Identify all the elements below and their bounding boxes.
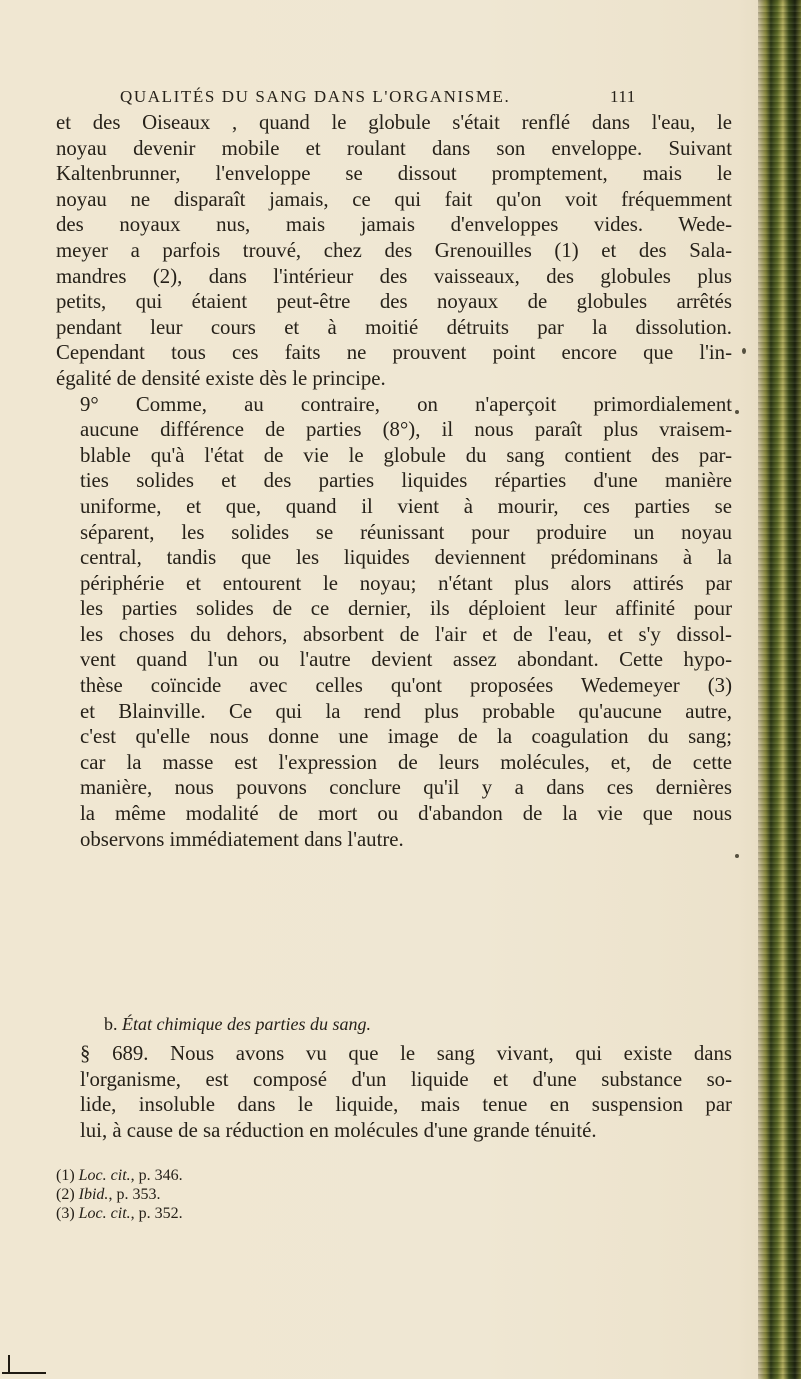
text-line: thèse coïncide avec celles qu'ont proposées Wedemeyer (3) xyxy=(80,674,732,698)
footnote-reference: Loc. cit. xyxy=(78,1167,131,1184)
text-line: c'est qu'elle nous donne une image de la coagulation du sang; xyxy=(80,725,732,749)
text-line: mandres (2), dans l'intérieur des vaisseaux, des globules plus xyxy=(56,264,732,288)
text-line: égalité de densité existe dès le principe. xyxy=(56,366,386,390)
footnote-reference: Loc. cit. xyxy=(78,1205,131,1223)
running-title: QUALITÉS DU SANG DANS L'ORGANISME. xyxy=(120,87,511,106)
text-line: 9° Comme, au contraire, on n'aperçoit primordialement xyxy=(80,392,732,416)
text-line: lui, à cause de sa réduction en molécules d'une grande ténuité. xyxy=(80,1118,597,1142)
text-line: noyau devenir mobile et roulant dans son enveloppe. Suivant xyxy=(56,136,732,160)
text-line: noyau ne disparaît jamais, ce qui fait qu'on voit fréquemment xyxy=(56,187,732,211)
text-line: central, tandis que les liquides deviennent prédominans à la xyxy=(80,546,732,570)
text-line: ties solides et des parties liquides réparties d'une manière xyxy=(80,469,732,493)
text-line: uniforme, et que, quand il vient à mourir, ces parties se xyxy=(80,494,732,518)
subheading-letter: b. xyxy=(104,1014,118,1034)
subheading-title: État chimique des parties du sang. xyxy=(122,1014,371,1034)
text-line: et Blainville. Ce qui la rend plus probable qu'aucune autre, xyxy=(80,699,732,723)
section-689 xyxy=(56,1041,732,1143)
text-line: les parties solides de ce dernier, ils déploient leur affinité pour xyxy=(80,597,732,621)
text-line: manière, nous pouvons conclure qu'il y a dans ces dernières xyxy=(80,776,732,800)
paragraph-section-689 xyxy=(56,1041,732,1143)
text-line: Kaltenbrunner, l'enveloppe se dissout promptement, mais le xyxy=(56,162,732,186)
page-number: 111 xyxy=(610,87,636,106)
footnote-page: , p. 352. xyxy=(130,1205,183,1223)
text-line: périphérie et entourent le noyau; n'étant plus alors attirés par xyxy=(80,571,732,595)
text-line: pendant leur cours et à moitié détruits par la dissolution. xyxy=(56,315,732,339)
footnote-page: , p. 353. xyxy=(108,1186,161,1204)
text-line: Cependant tous ces faits ne prouvent point encore que l'in- xyxy=(56,341,732,365)
text-line: aucune différence de parties (8°), il nous paraît plus vraisem- xyxy=(80,418,732,442)
text-line: petits, qui étaient peut-être des noyaux de globules arrêtés xyxy=(56,290,732,314)
footnote-reference: Ibid. xyxy=(78,1186,109,1204)
text-line: meyer a parfois trouvé, chez des Grenouilles (1) et des Sala- xyxy=(56,238,732,262)
text-line: blable qu'à l'état de vie le globule du sang contient des par- xyxy=(80,443,732,467)
ink-speck xyxy=(742,348,746,354)
page-corner-rule xyxy=(2,1372,46,1374)
paragraph-point-9 xyxy=(56,392,732,853)
text-line: les choses du dehors, absorbent de l'air et de l'eau, et s'y dissol- xyxy=(80,622,732,646)
text-line: lide, insoluble dans le liquide, mais tenue en suspension par xyxy=(80,1093,732,1117)
paragraph-continuation xyxy=(56,110,732,392)
text-line: la même modalité de mort ou d'abandon de la vie que nous xyxy=(80,802,732,826)
footnotes xyxy=(56,1166,183,1224)
text-line: des noyaux nus, mais jamais d'enveloppes vides. Wede- xyxy=(56,213,732,237)
section-subheading xyxy=(104,1014,371,1035)
footnote-page: , p. 346. xyxy=(130,1167,183,1184)
text-line: vent quand l'un ou l'autre devient assez abondant. Cette hypo- xyxy=(80,648,732,672)
footnote xyxy=(56,1204,183,1223)
text-line: observons immédiatement dans l'autre. xyxy=(80,827,404,851)
text-line: l'organisme, est composé d'un liquide et d'une substance so- xyxy=(80,1067,732,1091)
ink-speck xyxy=(735,410,739,414)
page-corner-mark xyxy=(8,1355,10,1373)
ink-speck xyxy=(735,854,739,858)
book-binding-edge xyxy=(758,0,801,1379)
main-text xyxy=(56,110,732,852)
footnote-mark: (3) xyxy=(56,1205,75,1223)
text-line: § 689. Nous avons vu que le sang vivant, qui existe dans xyxy=(80,1042,732,1065)
running-header xyxy=(120,87,680,107)
footnote xyxy=(56,1166,183,1185)
text-line: car la masse est l'expression de leurs molécules, et, de cette xyxy=(80,750,732,774)
text-line: séparent, les solides se réunissant pour produire un noyau xyxy=(80,520,732,544)
footnote-mark: (1) xyxy=(56,1167,75,1184)
text-line: et des Oiseaux , quand le globule s'était renflé dans l'eau, le xyxy=(56,111,732,134)
footnote xyxy=(56,1185,183,1204)
footnote-mark: (2) xyxy=(56,1186,75,1204)
